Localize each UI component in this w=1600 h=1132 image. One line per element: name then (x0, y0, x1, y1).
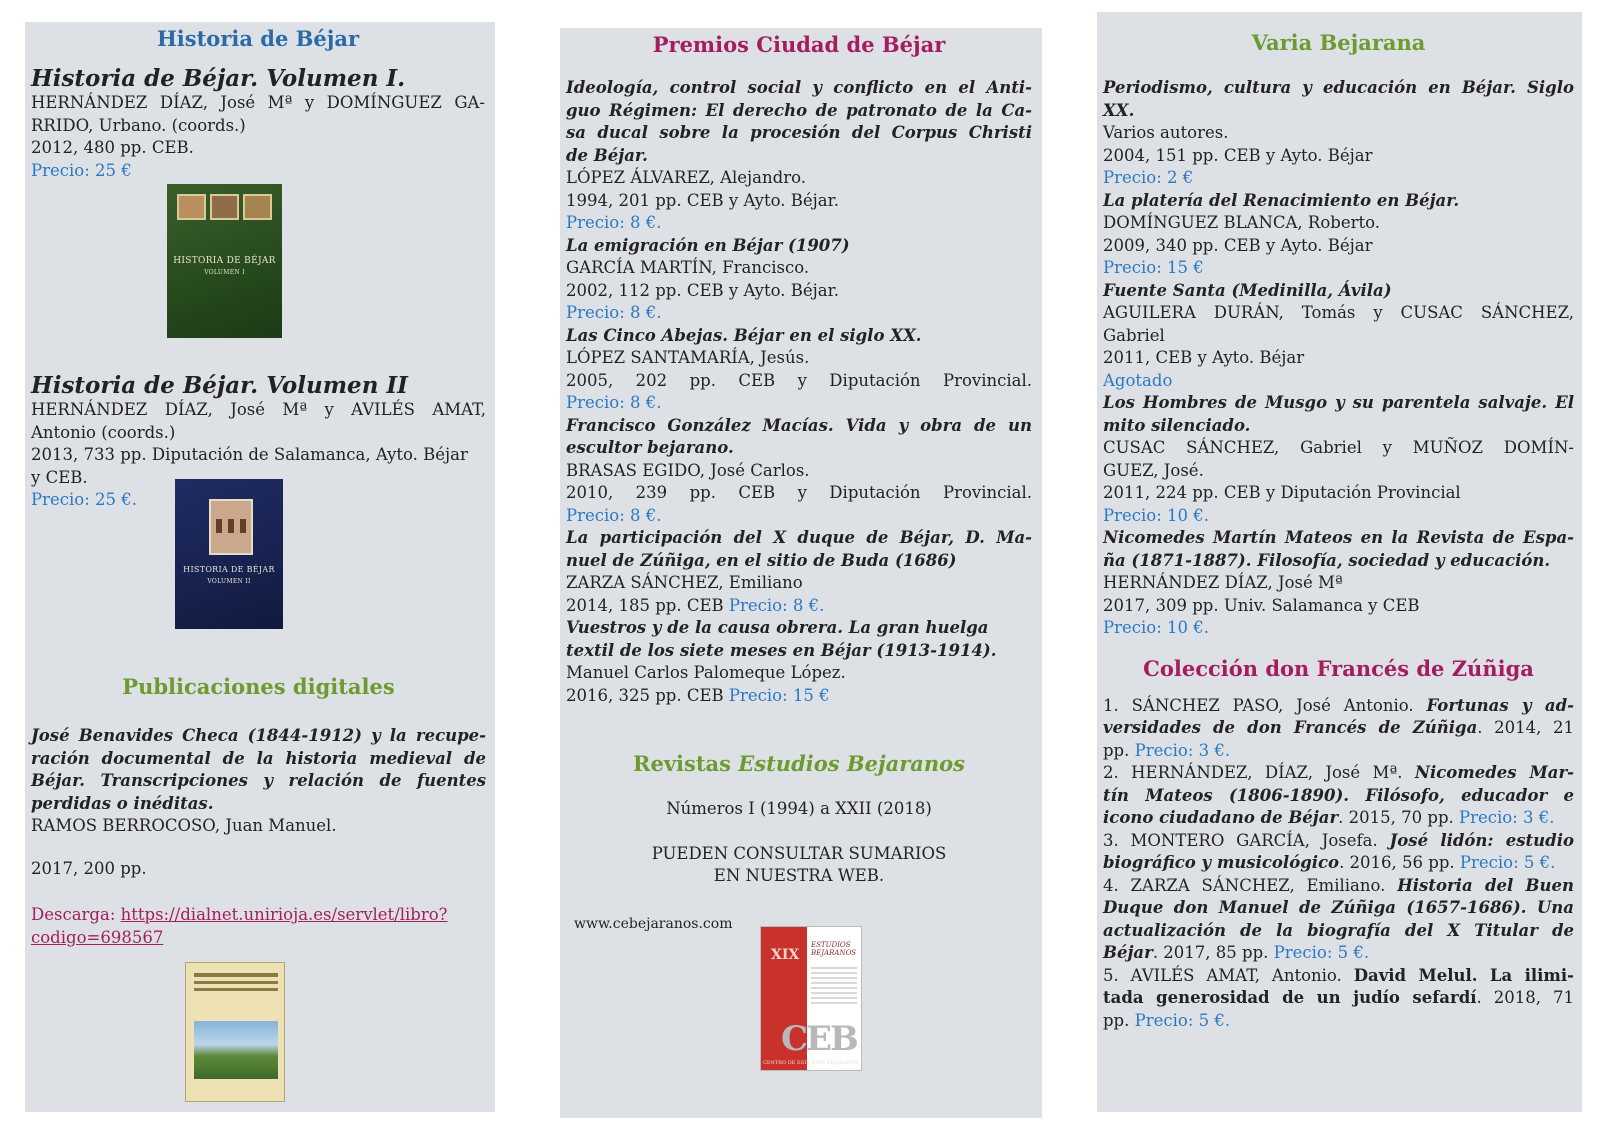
coleccion-entry (1103, 830, 1574, 853)
premio-price: Precio: 8 €. (566, 393, 662, 412)
premio-price: Precio: 15 € (728, 685, 830, 705)
premio-price: Precio: 8 €. (728, 595, 825, 615)
digital-book-info: 2017, 200 pp. (31, 858, 147, 878)
entry-author: 5. AVILÉS AMAT, Antonio. (1103, 965, 1354, 985)
coleccion-section (1103, 656, 1574, 1033)
entry-info: pp. (1103, 740, 1135, 760)
varia-title: Los Hombres de Musgo y su parentela salvaje. El (1103, 393, 1574, 412)
varia-title: mito silenciado. (1103, 415, 1251, 435)
digital-book-title: José Benavides Checa (1844-1912) y la recupe- (31, 726, 486, 745)
premio-title: sa ducal sobre la procesión del Corpus Christi (566, 123, 1032, 142)
cover-subtitle: VOLUMEN II (207, 578, 251, 585)
cover-text-block (811, 967, 857, 1007)
cover-footer: CENTRO DE ESTUDIOS BEJARANOS (763, 1060, 859, 1066)
coleccion-entry (1103, 942, 1574, 965)
column-premios (560, 28, 1042, 1118)
premio-author: LÓPEZ SANTAMARÍA, Jesús. (566, 348, 810, 367)
varia-title: Periodismo, cultura y educación en Béjar. Siglo (1103, 78, 1574, 97)
entry-info: pp. (1103, 1010, 1135, 1030)
cover-title: HISTORIA DE BÉJAR (173, 256, 276, 266)
book-authors: Antonio (coords.) (31, 422, 176, 442)
varia-info: 2011, CEB y Ayto. Béjar (1103, 348, 1305, 367)
entry-price: Precio: 5 €. (1134, 1010, 1231, 1030)
premio-info-line (566, 685, 1032, 708)
digital-book-title: ración documental de la historia medieval de (31, 748, 486, 768)
entry-author: 4. ZARZA SÁNCHEZ, Emiliano. (1103, 875, 1398, 895)
varia-info: 2017, 309 pp. Univ. Salamanca y CEB (1103, 595, 1420, 615)
book-historia-vol1 (31, 65, 485, 182)
premio-author: ZARZA SÁNCHEZ, Emiliano (566, 573, 803, 592)
varia-author: CUSAC SÁNCHEZ, Gabriel y MUÑOZ DOMÍN- (1103, 438, 1574, 457)
download-link[interactable]: https://dialnet.unirioja.es/servlet/libro? (120, 905, 448, 924)
varia-info: 2009, 340 pp. CEB y Ayto. Béjar (1103, 235, 1373, 255)
varia-price: Precio: 15 € (1103, 258, 1204, 277)
premio-author: BRASAS EGIDO, José Carlos. (566, 460, 810, 480)
entry-info: . 2018, 71 (1476, 988, 1574, 1007)
varia-author: Gabriel (1103, 325, 1165, 345)
book-authors: HERNÁNDEZ DÍAZ, José Mª y AVILÉS AMAT, (31, 400, 486, 419)
premio-title: nuel de Zúñiga, en el sitio de Buda (1686) (566, 550, 957, 570)
varia-author: AGUILERA DURÁN, Tomás y CUSAC SÁNCHEZ, (1103, 303, 1574, 322)
premio-price: Precio: 8 €. (566, 213, 662, 232)
entry-author: 1. SÁNCHEZ PASO, José Antonio. (1103, 695, 1427, 715)
entry-price: Precio: 3 €. (1134, 740, 1231, 760)
revistas-section (566, 751, 1032, 888)
coleccion-entry: tín Mateos (1806-1890). Filósofo, educador e (1103, 785, 1574, 805)
section-title-revistas (566, 751, 1032, 776)
cover-number: XIX (771, 947, 800, 963)
varia-price: Precio: 2 € (1103, 168, 1194, 187)
book-cover-benavides (185, 962, 285, 1102)
column-varia (1097, 12, 1582, 1112)
premio-price: Precio: 8 €. (566, 303, 662, 322)
book-title: Historia de Béjar. Volumen II (31, 372, 408, 399)
revistas-consult: PUEDEN CONSULTAR SUMARIOS (651, 843, 947, 863)
premio-title: textil de los siete meses en Béjar (1913-1914). (566, 640, 997, 660)
entry-info: . 2016, 56 pp. (1339, 853, 1460, 872)
varia-item (1103, 280, 1574, 393)
premio-info: 2010, 239 pp. CEB y Diputación Provincial. (566, 483, 1032, 502)
varia-title: Nicomedes Martín Mateos en la Revista de Espa- (1103, 528, 1574, 547)
premio-info: 1994, 201 pp. CEB y Ayto. Béjar. (566, 190, 839, 210)
book-authors: HERNÁNDEZ DÍAZ, José Mª y DOMÍNGUEZ GA- (31, 93, 485, 112)
premio-title: de Béjar. (566, 145, 648, 165)
varia-item (1103, 190, 1574, 280)
revistas-numbers: Números I (1994) a XXII (2018) (666, 799, 932, 818)
coleccion-entry (1103, 717, 1574, 740)
entry-author: 2. HERNÁNDEZ, DÍAZ, José Mª. (1103, 763, 1415, 782)
book-cover-vol2 (175, 479, 283, 629)
premio-item (566, 415, 1032, 528)
premio-info-line (566, 595, 1032, 618)
coleccion-entry: actualización de la biografía del X Titular de (1103, 920, 1574, 940)
book-price: Precio: 25 €. (31, 490, 137, 509)
entry-title: David Melul. La ilimi- (1353, 965, 1574, 985)
varia-info: 2004, 151 pp. CEB y Ayto. Béjar (1103, 145, 1373, 165)
entry-title: Nicomedes Mar- (1414, 763, 1574, 782)
revistas-consult: EN NUESTRA WEB. (713, 866, 885, 885)
cover-logo: CEB (781, 1019, 857, 1059)
download-label: Descarga: (31, 905, 121, 924)
varia-title: Fuente Santa (Medinilla, Ávila) (1103, 280, 1392, 300)
coleccion-entry (1103, 875, 1574, 898)
section-title-digital: Publicaciones digitales (122, 674, 395, 699)
entry-info: . 2015, 70 pp. (1338, 808, 1459, 827)
coleccion-entry: Duque don Manuel de Zúñiga (1657-1686). Una (1103, 898, 1574, 917)
revistas-web[interactable]: www.cebejaranos.com (574, 916, 733, 932)
varia-price: Agotado (1103, 370, 1173, 390)
premio-item (566, 527, 1032, 617)
varia-price: Precio: 10 €. (1103, 618, 1209, 637)
digital-book-title: Béjar. Transcripciones y relación de fuentes (31, 771, 486, 790)
book-info: 2013, 733 pp. Diputación de Salamanca, Ayto. Béjar (31, 445, 468, 464)
cover-building (209, 499, 253, 555)
download-link[interactable]: codigo=698567 (31, 927, 164, 947)
premio-title: Ideología, control social y conflicto en el Anti- (566, 78, 1032, 97)
coleccion-entry (1103, 987, 1574, 1010)
revista-cover (760, 926, 862, 1071)
entry-title: Fortunas y ad- (1426, 695, 1574, 715)
coleccion-entry (1103, 807, 1574, 830)
section-title-historia: Historia de Béjar (156, 26, 360, 51)
entry-author: 3. MONTERO GARCÍA, Josefa. (1103, 830, 1390, 850)
digital-book-title: perdidas o inéditas. (31, 793, 214, 813)
coleccion-entry (1103, 852, 1574, 875)
entry-info: . 2017, 85 pp. (1152, 943, 1274, 962)
cover-title: HISTORIA DE BÉJAR (183, 565, 275, 574)
coleccion-entry (1103, 762, 1574, 785)
section-title-premios: Premios Ciudad de Béjar (652, 32, 946, 57)
download-line (31, 927, 486, 950)
premio-title: Las Cinco Abejas. Béjar en el siglo XX. (566, 325, 922, 345)
varia-item (1103, 77, 1574, 190)
varia-author: HERNÁNDEZ DÍAZ, José Mª (1103, 573, 1343, 592)
entry-title: Historia del Buen (1397, 875, 1574, 895)
coleccion-entry (1103, 740, 1574, 763)
premio-author: Manuel Carlos Palomeque López. (566, 663, 846, 682)
digital-section (31, 674, 486, 949)
premio-title: Francisco González Macías. Vida y obra de un (566, 415, 1032, 435)
premio-item (566, 235, 1032, 325)
premio-title: escultor bejarano. (566, 438, 734, 457)
coleccion-entry (1103, 1010, 1574, 1033)
entry-price: Precio: 5 €. (1459, 853, 1556, 872)
premio-price: Precio: 8 €. (566, 505, 662, 525)
revistas-title-plain: Revistas (633, 751, 739, 776)
varia-item (1103, 527, 1574, 640)
varia-info: 2011, 224 pp. CEB y Diputación Provincial (1103, 483, 1461, 502)
section-title-varia: Varia Bejarana (1251, 30, 1426, 55)
coleccion-entry (1103, 695, 1574, 718)
revistas-title-italic: Estudios Bejaranos (738, 751, 965, 776)
entry-price: Precio: 5 €. (1273, 943, 1370, 962)
premio-item (566, 325, 1032, 415)
section-title-coleccion: Colección don Francés de Zúñiga (1143, 655, 1534, 681)
coleccion-entry (1103, 965, 1574, 988)
download-line (31, 904, 486, 927)
varia-item (1103, 392, 1574, 527)
entry-title: Béjar (1103, 943, 1153, 962)
entry-title: icono ciudadano de Béjar (1103, 808, 1339, 827)
book-price: Precio: 25 € (31, 160, 132, 180)
varia-author: DOMÍNGUEZ BLANCA, Roberto. (1103, 213, 1381, 232)
book-info: 2012, 480 pp. CEB. (31, 138, 194, 157)
book-info: y CEB. (31, 467, 88, 487)
premio-author: GARCÍA MARTÍN, Francisco. (566, 258, 810, 277)
premio-title: guo Régimen: El derecho de patronato de la Ca- (566, 100, 1032, 120)
entry-info: . 2014, 21 (1477, 718, 1574, 737)
cover-photos (177, 194, 272, 220)
book-cover-vol1 (167, 184, 282, 338)
premio-info: 2014, 185 pp. CEB (566, 595, 729, 615)
premio-item (566, 617, 1032, 707)
book-title: Historia de Béjar. Volumen I. (31, 65, 406, 92)
cover-subtitle: VOLUMEN I (204, 269, 245, 276)
varia-author: Varios autores. (1103, 123, 1229, 142)
premio-author: LÓPEZ ÁLVAREZ, Alejandro. (566, 168, 806, 187)
varia-title: ña (1871-1887). Filosofía, sociedad y educación. (1103, 550, 1551, 570)
cover-title: ESTUDIOS BEJARANOS (811, 941, 857, 957)
cover-landscape (194, 1021, 278, 1079)
premio-info: 2016, 325 pp. CEB (566, 685, 729, 705)
varia-title: La platería del Renacimiento en Béjar. (1103, 190, 1460, 210)
varia-author: GUEZ, José. (1103, 460, 1204, 480)
entry-price: Precio: 3 €. (1459, 808, 1555, 827)
varia-price: Precio: 10 €. (1103, 505, 1209, 525)
premio-title: La participación del X duque de Béjar, D. Ma- (566, 528, 1032, 547)
entry-title: tada generosidad de un judío sefardí (1103, 988, 1477, 1007)
entry-title: biográfico y musicológico (1103, 853, 1340, 872)
premio-title: Vuestros y de la causa obrera. La gran huelga (566, 618, 989, 637)
premio-info: 2005, 202 pp. CEB y Diputación Provincial. (566, 370, 1032, 390)
premio-item (566, 77, 1032, 235)
entry-title: José lidón: estudio (1389, 830, 1574, 850)
premio-title: La emigración en Béjar (1907) (566, 235, 850, 255)
digital-book-author: RAMOS BERROCOSO, Juan Manuel. (31, 816, 337, 835)
entry-title: versidades de don Francés de Zúñiga (1103, 718, 1478, 737)
premio-info: 2002, 112 pp. CEB y Ayto. Béjar. (566, 280, 839, 300)
varia-title: XX. (1103, 100, 1135, 120)
book-authors: RRIDO, Urbano. (coords.) (31, 115, 246, 135)
column-historia (25, 22, 495, 1112)
